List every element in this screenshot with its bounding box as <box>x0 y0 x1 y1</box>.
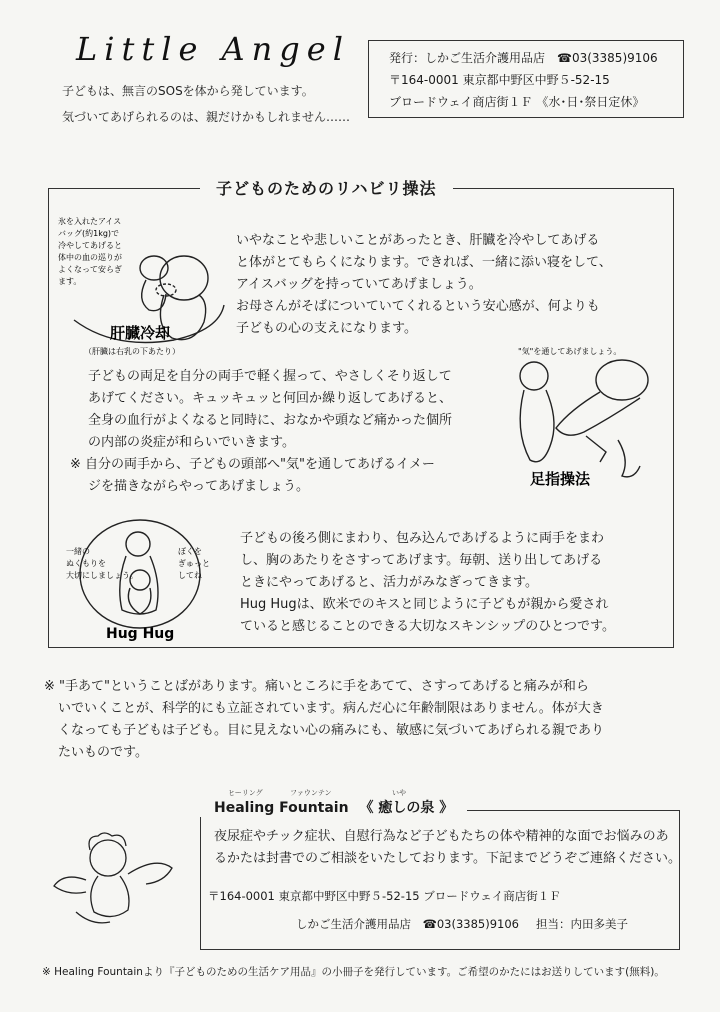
footer-note: ※ Healing Fountainより『子どものための生活ケア用品』の小冊子を発行しています。ご希望のかたにはお送りしています(無料)。 <box>42 966 665 978</box>
text-line: 子どもの両足を自分の両手で軽く握って、やさしくそり返して <box>88 369 452 384</box>
text-line: し、胸のあたりをさすってあげます。毎朝、送り出してあげる <box>240 553 603 568</box>
healing-address: 〒164-0001 東京都中野区中野５-52-15 ブロードウェイ商店街１Ｆ <box>208 889 561 903</box>
healing-contact: 担当：内田多美子 <box>536 917 628 931</box>
text-line: 全身の血行がよくなると同時に、おなかや頭など痛かった個所 <box>88 413 453 428</box>
liver-note-6: ます。 <box>58 277 82 286</box>
angel-icon <box>46 822 186 932</box>
ruby-iya: いや <box>392 789 406 797</box>
text-line: 子どもの心の支えになります。 <box>236 321 417 336</box>
ruby-healing: ヒーリング <box>228 789 263 797</box>
foot-caption: 足指操法 <box>530 470 591 488</box>
liver-caption: 肝臓冷却 <box>110 324 171 342</box>
healing-title-en: Healing Fountain <box>214 800 349 816</box>
tagline-2: 気づいてあげられるのは、親だけかもしれません…… <box>62 110 351 124</box>
liver-note-4: 体中の血の巡りが <box>58 253 122 262</box>
liver-note-3: 冷やしてあげると <box>58 241 122 250</box>
text-line: と体がとてもらくになります。できれば、一緒に添い寝をして、 <box>236 255 612 270</box>
rehab-section-title: 子どものためのリハビリ操法 <box>200 176 453 199</box>
healing-title-jp: 《 癒しの泉 》 <box>359 800 454 816</box>
foot-note: "気"を通してあげましょう。 <box>518 347 622 356</box>
foot-exercise-illustration <box>500 340 670 490</box>
liver-note-2: バッグ(約1kg)で <box>58 229 120 238</box>
publisher-info-box <box>368 40 684 118</box>
text-line: ときにやってあげると、活力がみなぎってきます。 <box>240 575 538 590</box>
hug-note-2: ぬくもりを <box>66 559 106 568</box>
text-line: くなっても子どもは子ども。目に見えない心の痛みにも、敏感に気づいてあげられる親であり <box>58 723 605 738</box>
hug-note-6: してね <box>178 571 202 580</box>
text-line: ジを描きながらやってあげましょう。 <box>88 479 310 494</box>
hug-hug-text <box>240 528 615 638</box>
text-line: いでいくことが、科学的にも立証されています。病んだ心に年齢制限はありません。体が大き <box>58 701 604 716</box>
healing-text <box>214 826 681 870</box>
text-line: ていると感じることのできる大切なスキンシップのひとつです。 <box>240 619 615 634</box>
ruby-fountain: ファウンテン <box>290 789 332 797</box>
publisher-line-2: 〒164-0001 東京都中野区中野５-52-15 <box>389 73 610 87</box>
hug-note-1: 一緒の <box>66 547 90 556</box>
teate-note <box>44 676 684 764</box>
page-title: Little Angel <box>76 30 350 68</box>
hug-note-5: ぎゅっと <box>178 559 210 568</box>
text-line: あげてください。キュッキュッと何回か繰り返してあげると、 <box>88 391 453 406</box>
hug-note-4: ぼくを <box>178 547 202 556</box>
publisher-line-1: 発行：しかご生活介護用品店 ☎03(3385)9106 <box>389 51 658 65</box>
liver-subcaption: （肝臓は右乳の下あたり） <box>84 347 180 356</box>
hug-caption: Hug Hug <box>106 626 175 642</box>
foot-massage-text <box>70 366 452 498</box>
text-line: いやなことや悲しいことがあったとき、肝臓を冷やしてあげる <box>236 233 600 248</box>
liver-cooling-text <box>236 230 612 340</box>
healing-fountain-title <box>200 797 467 817</box>
tagline-1: 子どもは、無言のSOSを体から発しています。 <box>62 84 314 98</box>
text-line: ※ "手あて"ということばがあります。痛いところに手をあてて、さすってあげると痛みが和ら <box>44 679 589 694</box>
publisher-line-3: ブロードウェイ商店街１Ｆ 《水･日･祭日定休》 <box>389 95 645 109</box>
text-line: 夜尿症やチック症状、自慰行為など子どもたちの体や精神的な面でお悩みのあ <box>214 829 669 844</box>
text-line: の内部の炎症が和らいでいきます。 <box>88 435 295 450</box>
text-line: ※ 自分の両手から、子どもの頭部へ"気"を通してあげるイメー <box>70 457 435 472</box>
text-line: アイスバッグを持っていてあげましょう。 <box>236 277 482 292</box>
hug-note-3: 大切にしましょう。 <box>66 571 138 580</box>
text-line: お母さんがそばについていてくれるという安心感が、何よりも <box>236 299 600 314</box>
liver-cooling-illustration <box>54 210 236 358</box>
liver-note-1: 氷を入れたアイス <box>58 217 122 226</box>
text-line: 子どもの後ろ側にまわり、包み込んであげるように両手をまわ <box>240 531 605 546</box>
healing-shop: しかご生活介護用品店 ☎03(3385)9106 <box>296 917 519 931</box>
hug-hug-illustration <box>60 514 230 644</box>
liver-note-5: よくなって安らぎ <box>58 265 122 274</box>
text-line: Hug Hugは、欧米でのキスと同じように子どもが親から愛され <box>240 597 609 612</box>
text-line: たいものです。 <box>58 745 148 760</box>
text-line: るかたは封書でのご相談をいたしております。下記までどうぞご連絡ください。 <box>214 851 681 866</box>
